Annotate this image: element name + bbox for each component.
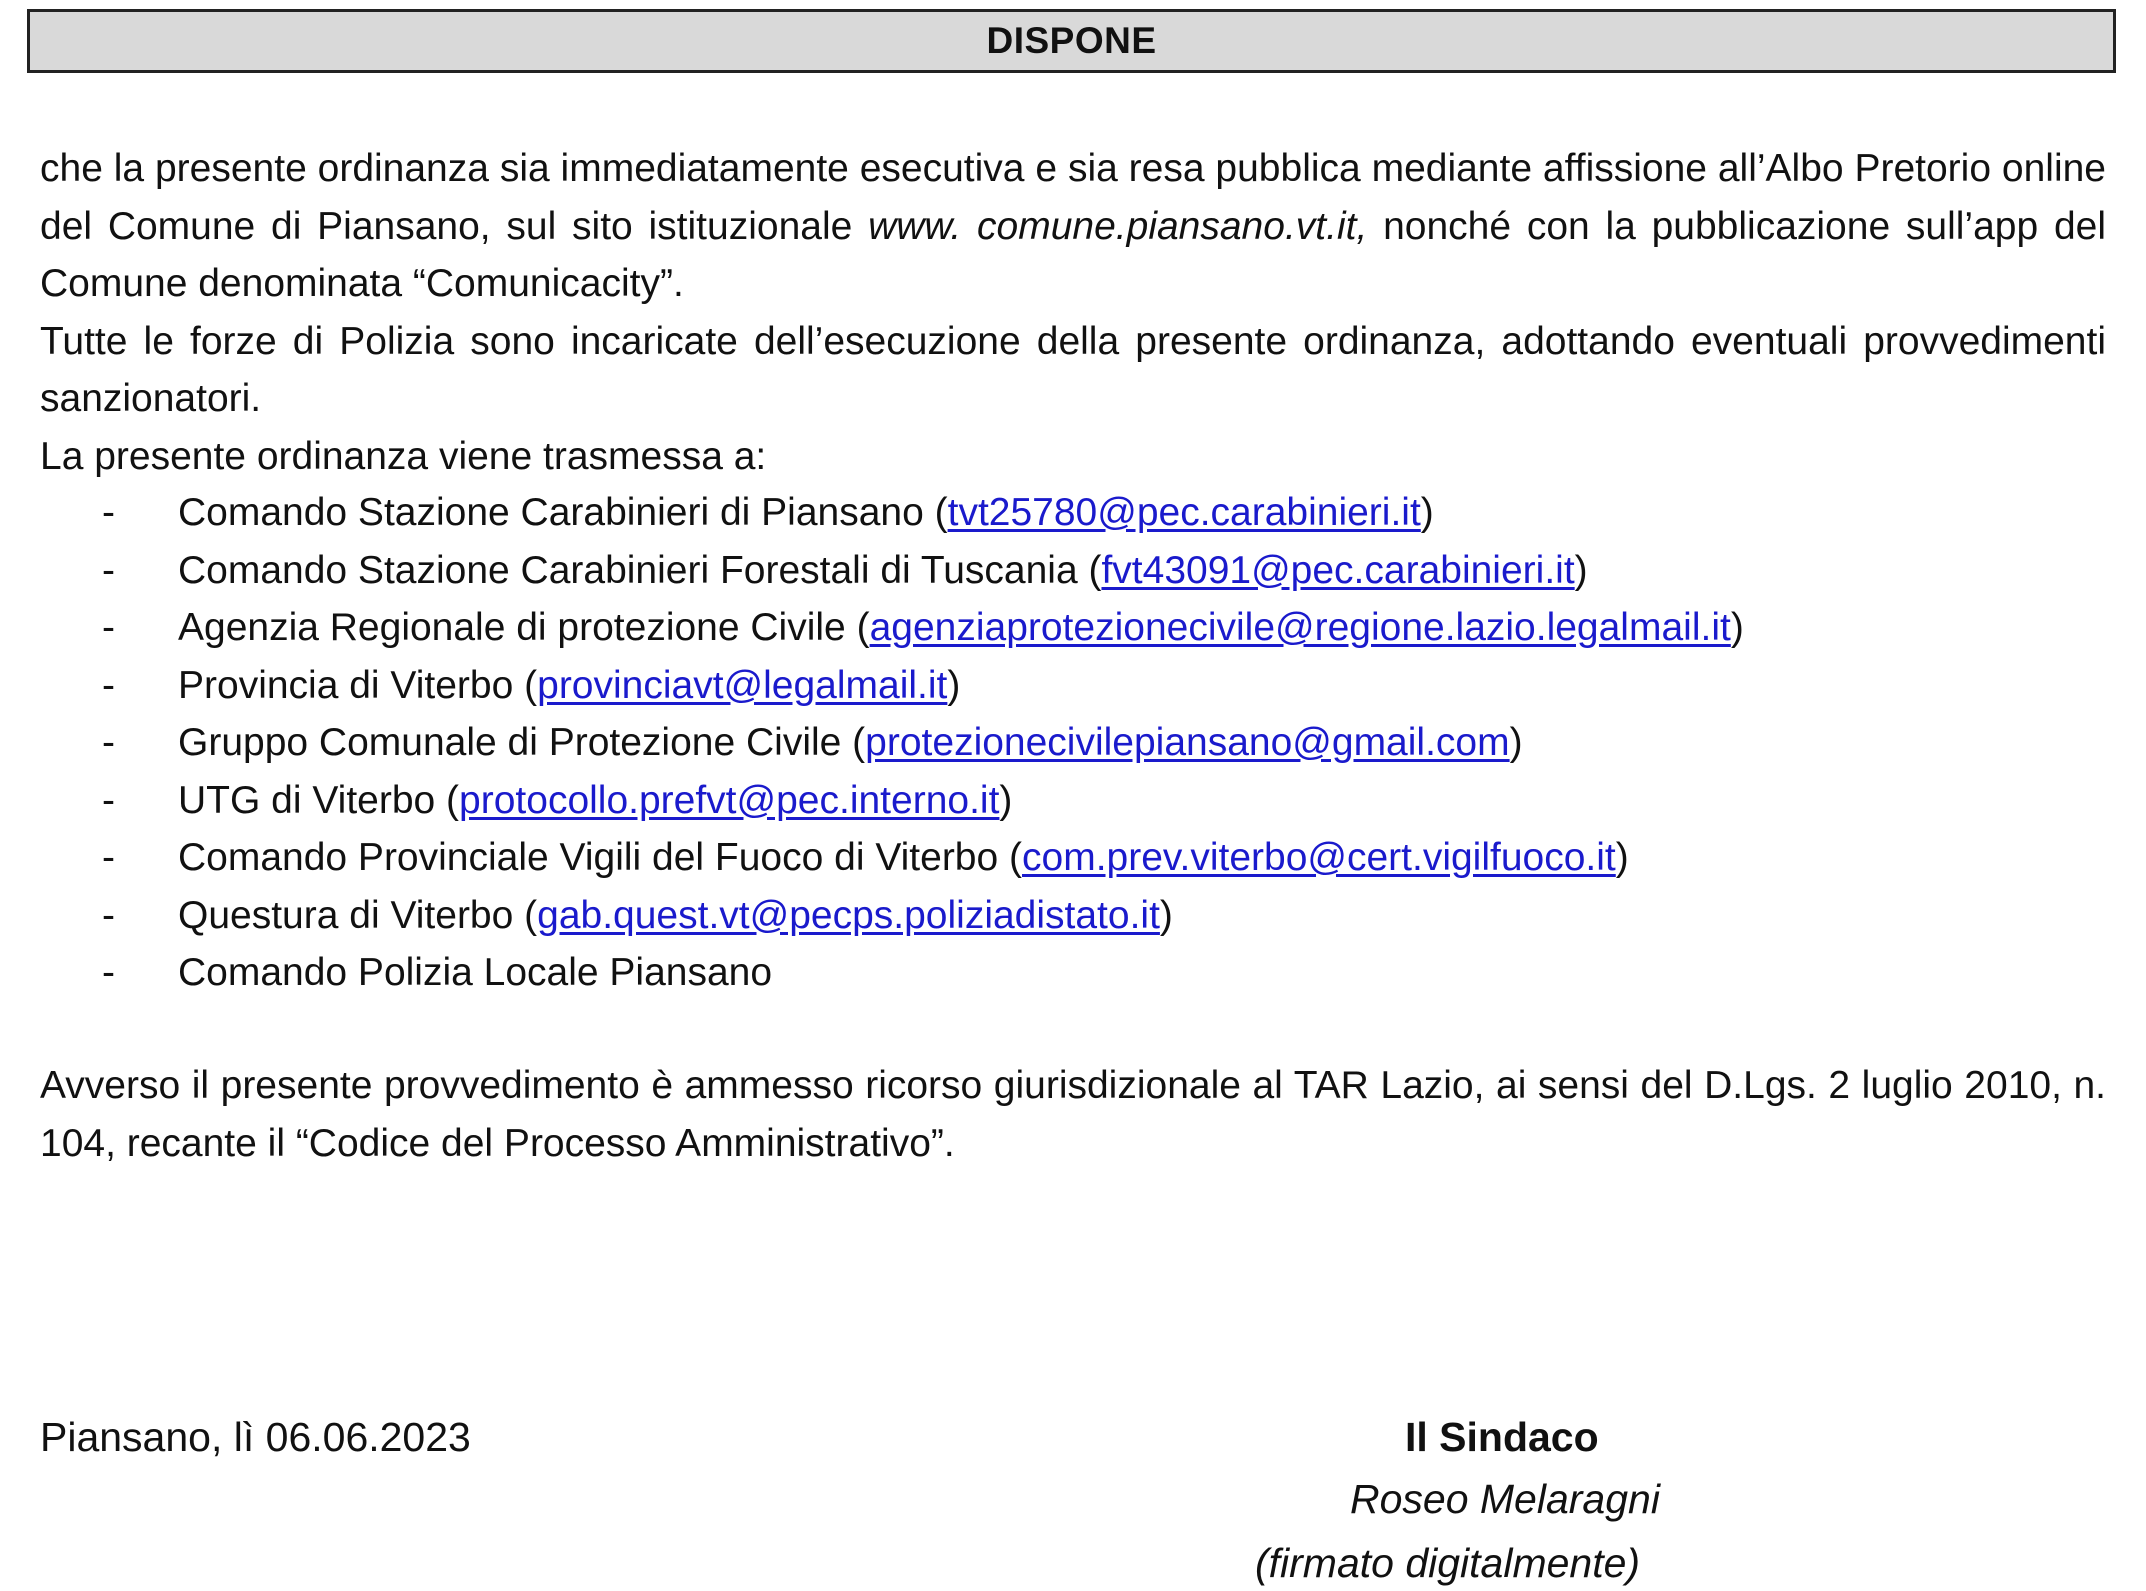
paren-open: ( — [841, 721, 866, 764]
ordinance-body — [40, 140, 2106, 485]
signature-name: Roseo Melaragni — [1350, 1476, 1660, 1522]
paren-open: ( — [435, 778, 460, 822]
paren-close: ) — [1509, 721, 1523, 764]
paren-open: ( — [923, 491, 948, 534]
section-heading: DISPONE — [27, 9, 2116, 73]
recipient-name: Agenzia Regionale di protezione Civile — [178, 606, 846, 649]
publication-paragraph — [40, 140, 2106, 313]
recipient-name: Comando Polizia Locale Piansano — [178, 951, 773, 994]
recipient-email-link[interactable]: com.prev.viterbo@cert.vigilfuoco.it — [1022, 836, 1616, 879]
recipient-email-link[interactable]: protezionecivilepiansano@gmail.com — [865, 721, 1510, 764]
recipient-name: Comando Provinciale Vigili del Fuoco di Viterbo — [178, 836, 999, 879]
recipient-email-link[interactable]: agenziaprotezionecivile@regione.lazio.legalmail.it — [869, 606, 1731, 649]
list-bullet: - — [102, 491, 115, 534]
list-bullet: - — [102, 721, 115, 764]
recipient-item — [40, 484, 2106, 542]
recipient-name: UTG di Viterbo — [178, 778, 436, 822]
publication-text: che la presente ordinanza sia immediatamente esecutiva e sia resa pubblica mediante affissione all’Albo Pretorio online del Comune di Piansano, sul sito istituzionale — [40, 147, 2106, 248]
municipal-website: www. comune.piansano.vt.it, — [868, 204, 1368, 248]
signature-title: Il Sindaco — [1405, 1414, 1599, 1460]
recipient-item — [40, 542, 2106, 600]
publication-text-end: nonché con la pubblicazione sull’app del Comune denominata “Comunicacity”. — [40, 204, 2106, 305]
recipient-name: Comando Stazione Carabinieri di Piansano — [178, 491, 924, 534]
signature-note: (firmato digitalmente) — [1255, 1540, 1641, 1586]
recipient-item — [40, 944, 2106, 1002]
transmission-intro: La presente ordinanza viene trasmessa a: — [40, 434, 767, 478]
list-bullet: - — [102, 893, 115, 937]
recipient-item — [40, 887, 2106, 945]
paren-close: ) — [1615, 836, 1629, 879]
recipient-email-link[interactable]: protocollo.prefvt@pec.interno.it — [459, 778, 1000, 822]
recipient-name: Provincia di Viterbo — [178, 663, 514, 707]
paren-close: ) — [1730, 606, 1744, 649]
place-date: Piansano, lì 06.06.2023 — [40, 1414, 471, 1460]
paren-open: ( — [513, 893, 538, 937]
paren-close: ) — [1420, 491, 1434, 534]
police-paragraph: Tutte le forze di Polizia sono incaricate dell’esecuzione della presente ordinanza, adottando eventuali provvedimenti sanzionatori. — [40, 319, 2106, 420]
paren-close: ) — [1159, 893, 1173, 937]
paren-open: ( — [998, 836, 1023, 879]
recipient-item — [40, 772, 2106, 830]
list-bullet: - — [102, 663, 115, 707]
recipient-list — [40, 484, 2106, 1002]
recipient-email-link[interactable]: fvt43091@pec.carabinieri.it — [1101, 548, 1575, 592]
recipient-item — [40, 829, 2106, 887]
recipient-email-link[interactable]: gab.quest.vt@pecps.poliziadistato.it — [537, 893, 1160, 937]
list-bullet: - — [102, 548, 115, 592]
recipient-name: Comando Stazione Carabinieri Forestali di Tuscania — [178, 548, 1078, 592]
paren-open: ( — [513, 663, 538, 707]
list-bullet: - — [102, 778, 115, 822]
recipient-email-link[interactable]: provinciavt@legalmail.it — [537, 663, 948, 707]
list-bullet: - — [102, 951, 115, 994]
paren-close: ) — [947, 663, 961, 707]
recipient-name: Questura di Viterbo — [178, 893, 514, 937]
paren-close: ) — [1574, 548, 1588, 592]
paren-open: ( — [1077, 548, 1102, 592]
appeal-paragraph: Avverso il presente provvedimento è ammesso ricorso giurisdizionale al TAR Lazio, ai sensi del D.Lgs. 2 luglio 2010, n. 104, recante il “Codice del Processo Amministrativo”. — [40, 1064, 2106, 1165]
recipient-name: Gruppo Comunale di Protezione Civile — [178, 721, 842, 764]
paren-open: ( — [845, 606, 870, 649]
recipient-item — [40, 599, 2106, 657]
list-bullet: - — [102, 606, 115, 649]
list-bullet: - — [102, 836, 115, 879]
recipient-item — [40, 657, 2106, 715]
recipient-item — [40, 714, 2106, 772]
recipient-email-link[interactable]: tvt25780@pec.carabinieri.it — [947, 491, 1421, 534]
paren-close: ) — [999, 778, 1013, 822]
